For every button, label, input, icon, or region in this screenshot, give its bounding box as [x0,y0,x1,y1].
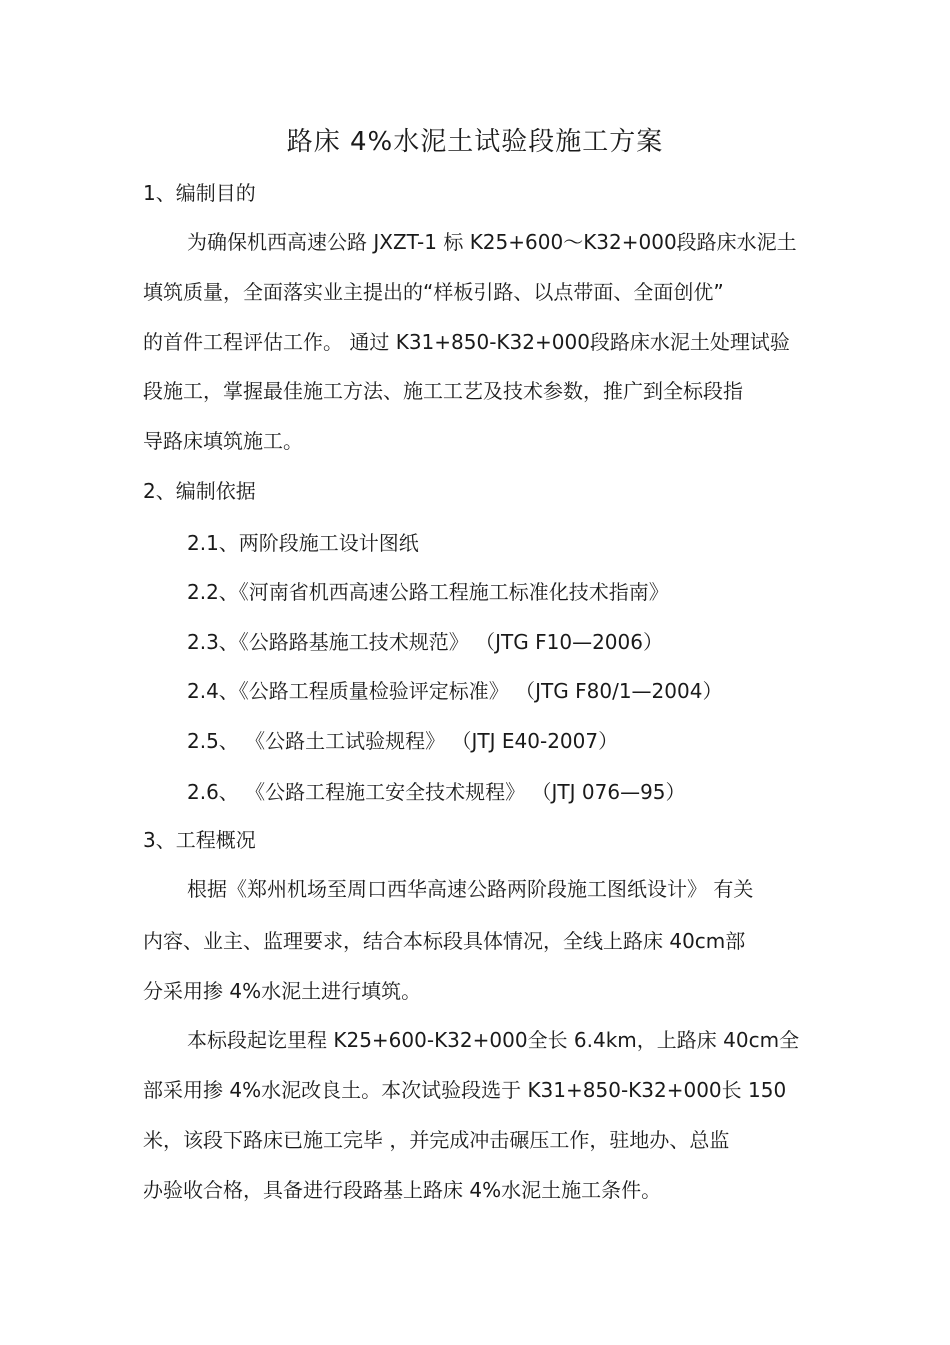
reference-item: 2.4、《公路工程质量检验评定标准》 （JTG F80/1—2004） [187,679,723,703]
reference-item: 2.1、两阶段施工设计图纸 [187,531,419,555]
paragraph-line: 段施工，掌握最佳施工方法、施工工艺及技术参数，推广到全标段指 [143,379,743,403]
reference-item: 2.3、《公路路基施工技术规范》 （JTG F10—2006） [187,630,663,654]
section-heading: 1、编制目的 [143,181,256,205]
section-heading: 2、编制依据 [143,479,256,503]
document-title: 路床 4%水泥土试验段施工方案 [286,127,664,157]
paragraph-line: 的首件工程评估工作。 通过 K31+850-K32+000段路床水泥土处理试验 [143,330,790,354]
reference-item: 2.6、 《公路工程施工安全技术规程》 （JTJ 076—95） [187,780,686,804]
paragraph-line: 分采用掺 4%水泥土进行填筑。 [143,979,422,1003]
reference-item: 2.2、《河南省机西高速公路工程施工标准化技术指南》 [187,580,669,604]
paragraph-line: 填筑质量，全面落实业主提出的“样板引路、以点带面、全面创优” [143,280,724,304]
paragraph-line: 根据《郑州机场至周口西华高速公路两阶段施工图纸设计》 有关 [187,877,754,901]
paragraph-line: 米，该段下路床已施工完毕 ，并完成冲击碾压工作，驻地办、总监 [143,1128,730,1152]
reference-item: 2.5、 《公路土工试验规程》 （JTJ E40-2007） [187,729,619,753]
paragraph-line: 导路床填筑施工。 [143,429,303,453]
paragraph-line: 部采用掺 4%水泥改良土。本次试验段选于 K31+850-K32+000长 150 [143,1078,787,1102]
paragraph-line: 为确保机西高速公路 JXZT-1 标 K25+600～K32+000段路床水泥土 [187,230,797,254]
section-heading: 3、工程概况 [143,828,256,852]
paragraph-line: 本标段起讫里程 K25+600-K32+000全长 6.4km，上路床 40cm全 [187,1028,800,1052]
paragraph-line: 办验收合格，具备进行段路基上路床 4%水泥土施工条件。 [143,1178,662,1202]
paragraph-line: 内容、业主、监理要求，结合本标段具体情况，全线上路床 40cm部 [143,929,746,953]
